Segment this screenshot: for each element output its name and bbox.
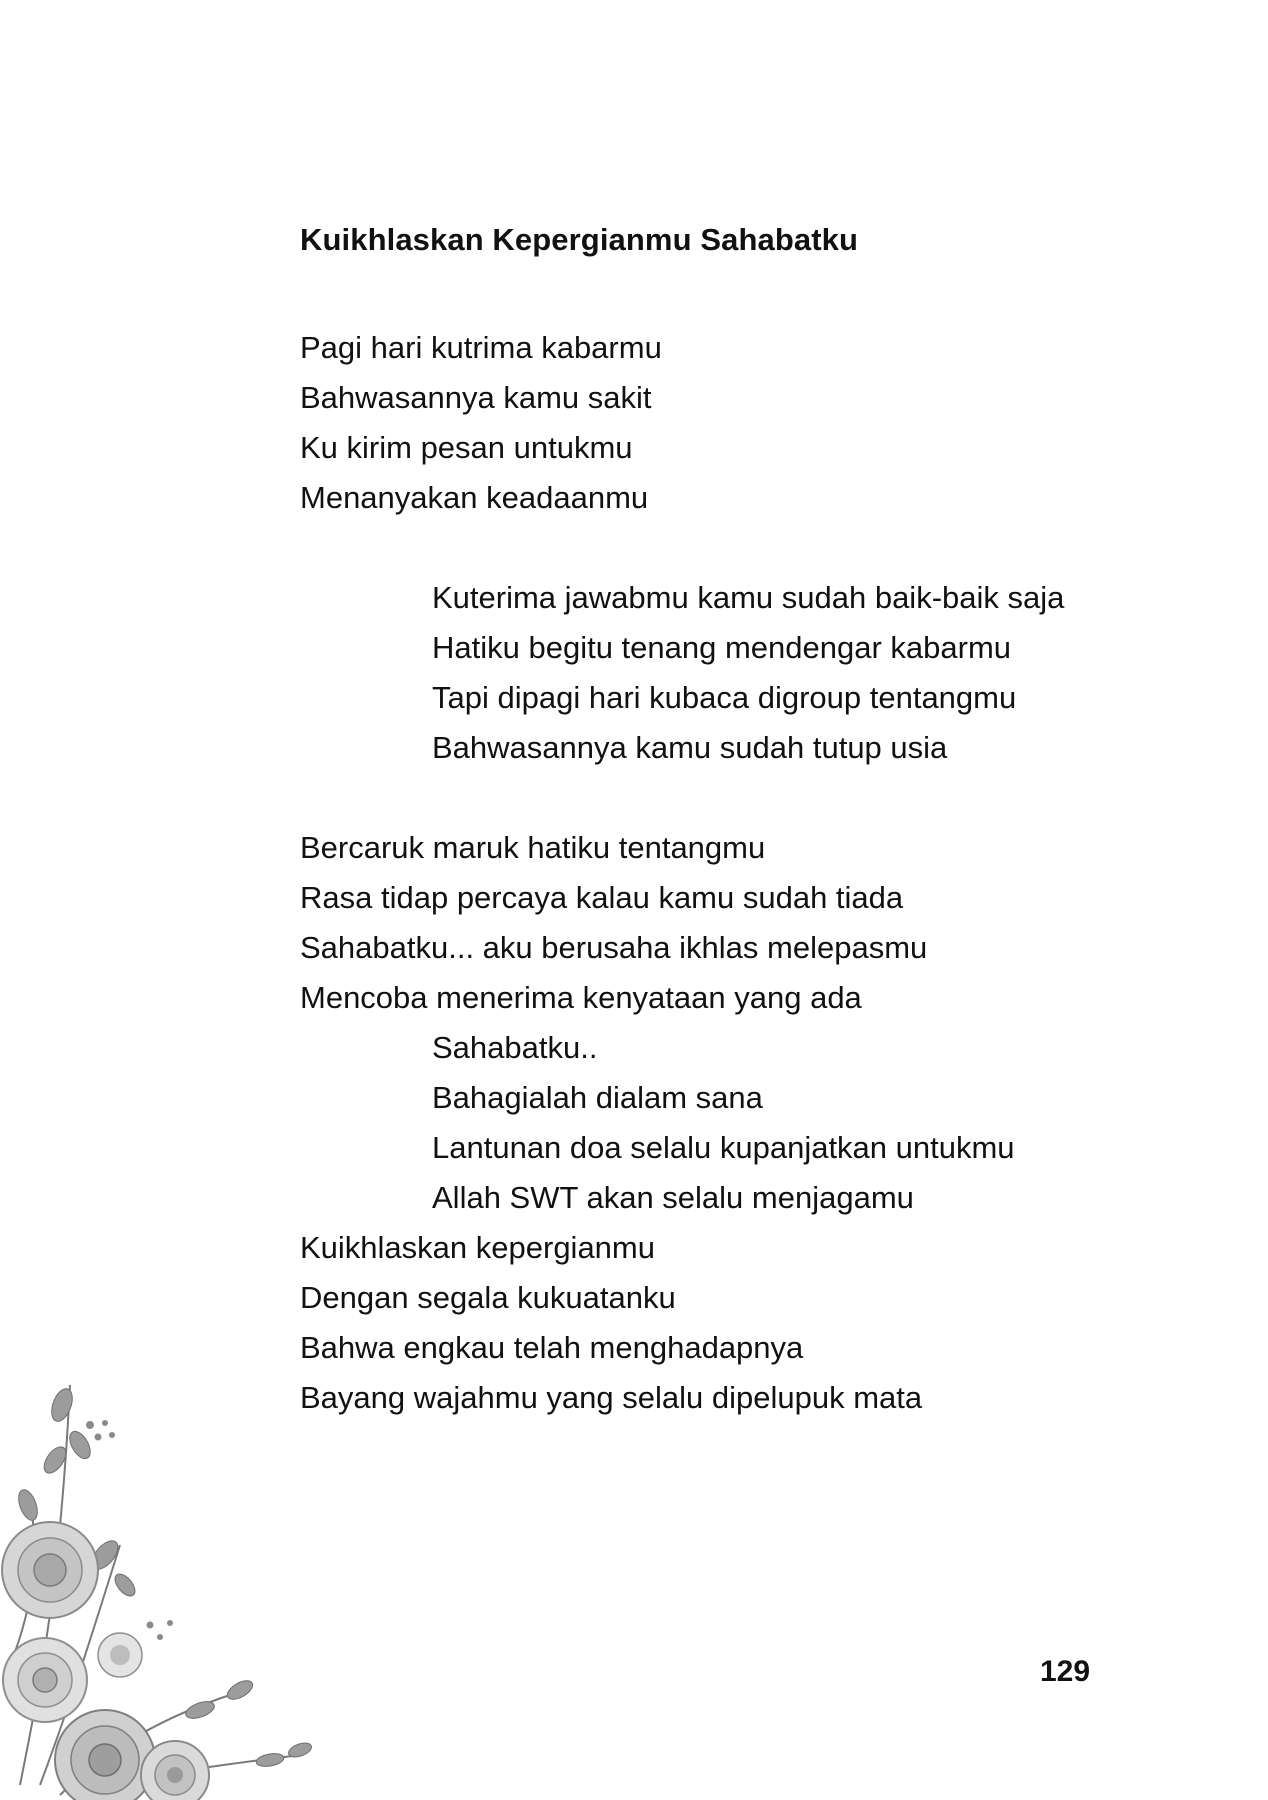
poem-line: Allah SWT akan selalu menjagamu	[432, 1180, 914, 1215]
poem-line: Sahabatku..	[432, 1030, 598, 1065]
poem-line: Bahwasannya kamu sakit	[300, 380, 652, 415]
poem-line: Bercaruk maruk hatiku tentangmu	[300, 830, 766, 865]
page-number: 129	[1040, 1655, 1091, 1688]
poem-line: Lantunan doa selalu kupanjatkan untukmu	[432, 1130, 1015, 1165]
poem-line: Pagi hari kutrima kabarmu	[300, 330, 662, 365]
poem-line: Menanyakan keadaanmu	[300, 480, 649, 515]
poem-line: Rasa tidap percaya kalau kamu sudah tiada	[300, 880, 904, 915]
poem-line: Bahwasannya kamu sudah tutup usia	[432, 730, 948, 765]
poem-line: Kuikhlaskan kepergianmu	[300, 1230, 655, 1265]
poem-line: Hatiku begitu tenang mendengar kabarmu	[432, 630, 1012, 665]
floral-corner-icon	[0, 1365, 330, 1800]
poem-line: Bayang wajahmu yang selalu dipelupuk mata	[300, 1380, 923, 1415]
poem-line: Ku kirim pesan untukmu	[300, 430, 633, 465]
poem-line: Sahabatku... aku berusaha ikhlas melepasmu	[300, 930, 928, 965]
poem-line: Bahwa engkau telah menghadapnya	[300, 1330, 804, 1365]
poem-title: Kuikhlaskan Kepergianmu Sahabatku	[300, 222, 859, 257]
poem-line: Tapi dipagi hari kubaca digroup tentangmu	[432, 680, 1017, 715]
poem-line: Kuterima jawabmu kamu sudah baik-baik saja	[432, 580, 1065, 615]
poem-line: Dengan segala kukuatanku	[300, 1280, 676, 1315]
poem-line: Bahagialah dialam sana	[432, 1080, 763, 1115]
poem-line: Mencoba menerima kenyataan yang ada	[300, 980, 862, 1015]
